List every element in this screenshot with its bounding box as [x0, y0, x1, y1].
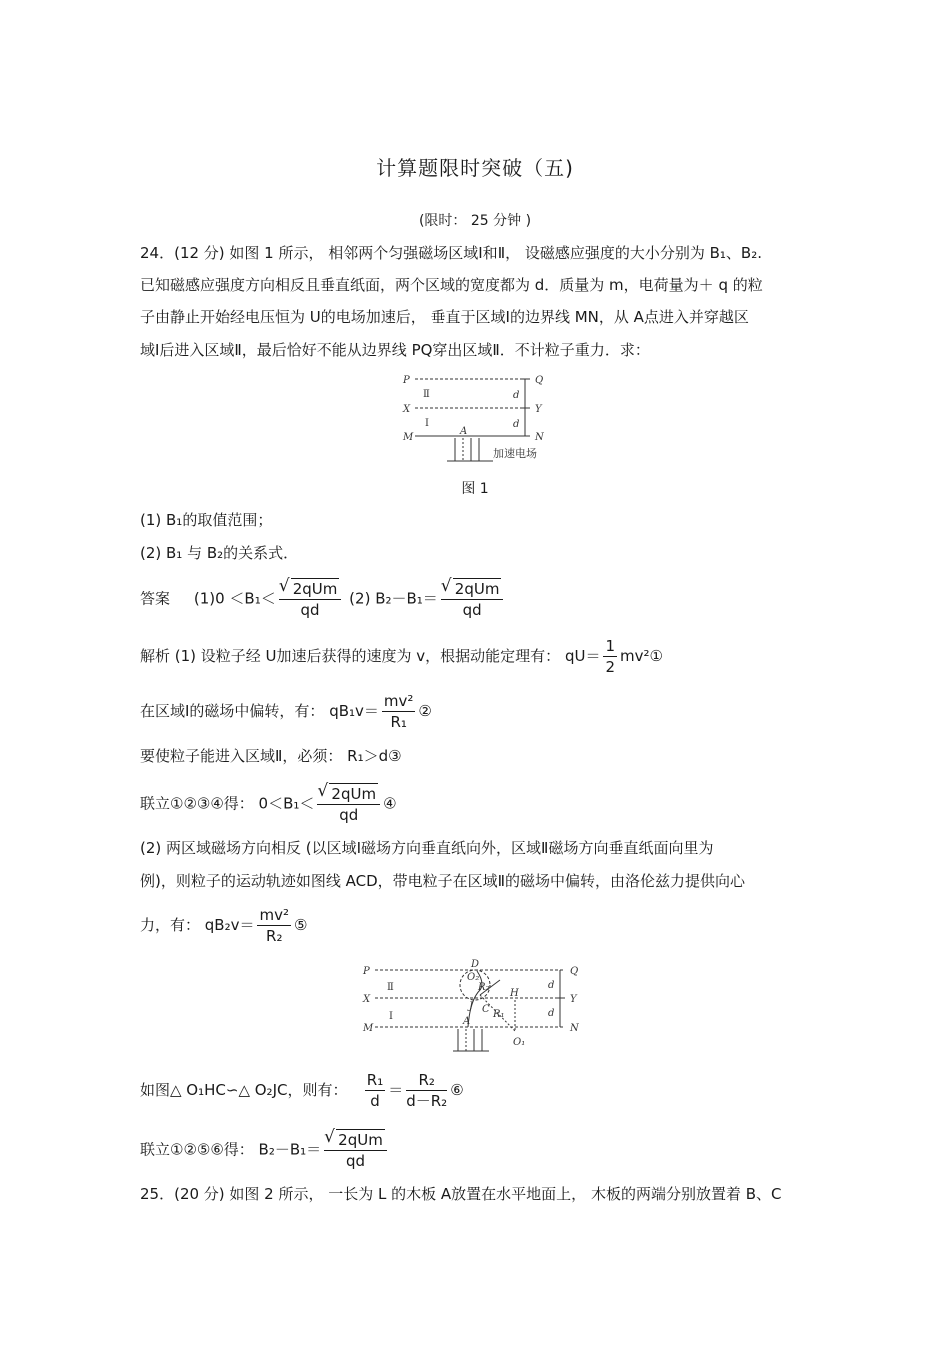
- fig1-label-Q: Q: [535, 375, 544, 386]
- q24-line2: 已知磁感应强度方向相反且垂直纸面，两个区域的宽度都为 d．质量为 m，电荷量为＋ q 的粒: [140, 276, 763, 294]
- answer-line: [140, 578, 506, 620]
- answer-label: 答案: [140, 589, 171, 608]
- fig1-label-Y: Y: [535, 404, 542, 415]
- fig1-field-label: 加速电场: [493, 447, 537, 460]
- q24-line3: 子由静止开始经电压恒为 U的电场加速后， 垂直于区域Ⅰ的边界线 MN，从 A点进入并穿越区: [140, 308, 749, 326]
- analysis-3: 要使粒子能进入区域Ⅱ，必须： R₁＞d③: [140, 747, 402, 765]
- fig2-label-R2: R₂: [478, 982, 490, 993]
- fig2-label-P: P: [363, 966, 370, 977]
- fig2-label-J: J: [469, 1001, 474, 1012]
- fig1-label-d2: d: [513, 419, 520, 430]
- analysis-2: 在区域Ⅰ的磁场中偏转，有： qB₁v＝ $\frac{\text{mv²}}{\text{R₁}}$ ②: [140, 692, 432, 731]
- fig2-label-O1: O₁: [513, 1037, 526, 1048]
- fig2-label-M: M: [363, 1023, 374, 1034]
- q24-line1: 24．(12 分) 如图 1 所示， 相邻两个匀强磁场区域Ⅰ和Ⅱ， 设磁感应强度的大小分别为 B₁、B₂.: [140, 244, 762, 262]
- analysis-b2: 例)，则粒子的运动轨迹如图线 ACD，带电粒子在区域Ⅱ的磁场中偏转，由洛伦兹力提供向心: [140, 872, 746, 890]
- fig2-label-C: C: [482, 1004, 490, 1015]
- fig2-label-Y: Y: [570, 994, 577, 1005]
- figure-1: [395, 368, 565, 468]
- figure-2: [355, 955, 600, 1055]
- page-title: 计算题限时突破（五): [376, 156, 574, 180]
- analysis-b4: 如图△ O₁HC∽△ O₂JC，则有： $\frac{\text{R₁}}{d}$ ＝ $\frac{\text{R₂}}{\text{d－R₂}}$ ⑥: [140, 1071, 464, 1110]
- fig2-label-A: A: [463, 1016, 471, 1027]
- q24-ask1: (1) B₁的取值范围；: [140, 511, 273, 529]
- answer-part1: (1)0 ＜B₁＜: [193, 589, 276, 608]
- fig1-label-P: P: [403, 375, 410, 386]
- answer-frac2: √ $\frac{\text{2qUm}}{qd}$: [441, 578, 504, 620]
- fig1-label-A: A: [460, 426, 468, 437]
- fig2-region-I: Ⅰ: [389, 1011, 393, 1022]
- fig2-label-d1: d: [548, 980, 555, 991]
- fig2-label-Q: Q: [570, 966, 579, 977]
- analysis-1: 解析 (1) 设粒子经 U加速后获得的速度为 v，根据动能定理有： qU＝ $\frac{1}{2}$ mv²①: [140, 637, 663, 676]
- fig1-label-M: M: [403, 432, 414, 443]
- fig1-region-I: Ⅰ: [425, 418, 429, 429]
- fig1-label-N: N: [535, 432, 544, 443]
- time-limit: (限时： 25 分钟 ): [418, 213, 532, 229]
- answer-part2: (2) B₂－B₁＝: [349, 589, 438, 608]
- fig1-label-d1: d: [513, 390, 520, 401]
- fig2-label-d2: d: [548, 1008, 555, 1019]
- answer-frac1: √ $\frac{\text{2qUm}}{qd}$: [279, 578, 342, 620]
- fig2-label-D: D: [471, 959, 480, 970]
- analysis-b1: (2) 两区域磁场方向相反 (以区域Ⅰ磁场方向垂直纸向外，区域Ⅱ磁场方向垂直纸面向里为: [140, 839, 714, 857]
- figure-1-caption: 图 1: [461, 481, 489, 497]
- q24-line4: 域Ⅰ后进入区域Ⅱ，最后恰好不能从边界线 PQ穿出区域Ⅱ．不计粒子重力．求：: [140, 341, 650, 359]
- analysis-b5: 联立①②⑤⑥得： B₂－B₁＝ √ $\frac{\text{2qUm}}{qd}$: [140, 1129, 390, 1171]
- q24-ask2: (2) B₁ 与 B₂的关系式．: [140, 544, 299, 562]
- fig2-label-H: H: [510, 988, 519, 999]
- analysis-4: 联立①②③④得： 0＜B₁＜ √ $\frac{\text{2qUm}}{qd}$ ④: [140, 783, 397, 825]
- analysis-b3: 力，有： qB₂v＝ $\frac{\text{mv²}}{\text{R₂}}$ ⑤: [140, 906, 308, 945]
- fig2-label-O2: O₂: [467, 972, 480, 983]
- fig2-label-X: X: [363, 994, 371, 1005]
- q25-line1: 25．(20 分) 如图 2 所示， 一长为 L 的木板 A放置在水平地面上， 木板的两端分别放置着 B、C: [140, 1185, 782, 1203]
- fig1-region-II: Ⅱ: [423, 389, 430, 400]
- fig1-label-X: X: [403, 404, 411, 415]
- fig2-label-N: N: [570, 1023, 579, 1034]
- fig2-region-II: Ⅱ: [387, 982, 394, 993]
- fig2-label-R1: R₁: [493, 1009, 505, 1020]
